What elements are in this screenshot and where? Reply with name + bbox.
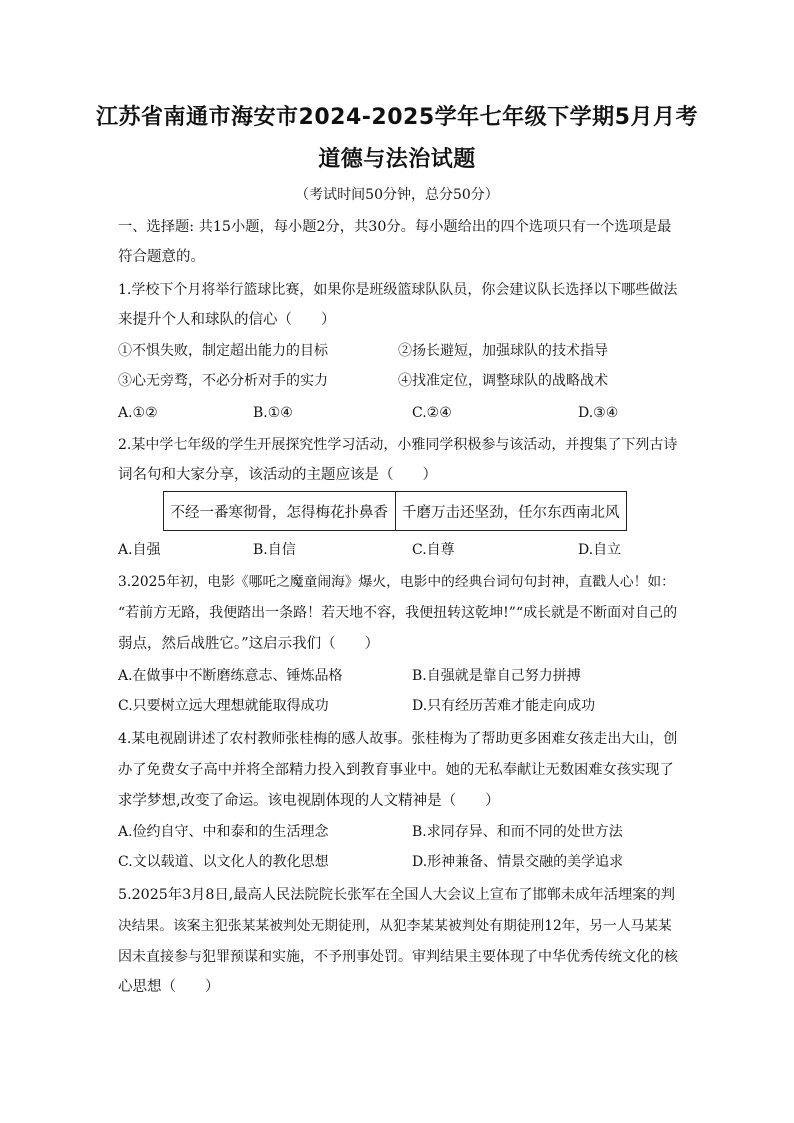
q1-stem-line2: 来提升个人和球队的信心（ ） [118, 312, 336, 328]
q1-option-c: C.②④ [412, 405, 452, 421]
q1-option-d: D.③④ [578, 405, 619, 421]
q2-option-c: C.自尊 [412, 542, 455, 558]
q3-option-a: A.在做事中不断磨练意志、锤炼品格 [118, 668, 343, 684]
q4-stem-line3: 求学梦想,改变了命运。该电视剧体现的人文精神是（ ） [118, 793, 500, 809]
q2-quote-table [163, 491, 627, 531]
q3-option-b: B.自强就是靠自己努力拼搏 [412, 668, 581, 684]
q2-stem-line1: 2.某中学七年级的学生开展探究性学习活动，小雅同学积极参与该活动，并搜集了下列古诗 [118, 437, 678, 453]
q1-statement-3: ③心无旁骛，不必分析对手的实力 [118, 373, 328, 389]
q4-stem-line1: 4.某电视剧讲述了农村教师张桂梅的感人故事。张桂梅为了帮助更多困难女孩走出大山，创 [118, 731, 678, 747]
section-instruction-line1: 一、选择题: 共15小题，每小题2分，共30分。每小题给出的四个选项只有一个选项是最 [118, 219, 672, 235]
q1-statement-1: ①不惧失败，制定超出能力的目标 [118, 343, 328, 359]
q1-statement-4: ④找准定位，调整球队的战略战术 [398, 373, 608, 389]
q4-option-d: D.形神兼备、情景交融的美学追求 [412, 854, 624, 870]
exam-subtitle: （考试时间50分钟，总分50分） [295, 187, 499, 203]
q5-stem-line1: 5.2025年3月8日,最高人民法院院长张军在全国人大会议上宣布了邯郸未成年活埋案的判 [118, 887, 676, 903]
q3-stem-line1: 3.2025年初，电影《哪吒之魔童闹海》爆火，电影中的经典台词句句封神，直戳人心！如： [118, 574, 675, 590]
q3-option-d: D.只有经历苦难才能走向成功 [412, 698, 596, 714]
q3-stem-line3: 弱点，然后战胜它。”这启示我们（ ） [118, 636, 380, 652]
q2-quote-1: 不经一番寒彻骨，怎得梅花扑鼻香 [170, 504, 388, 521]
q2-option-b: B.自信 [253, 542, 296, 558]
q2-stem-line2: 词名句和大家分享，该活动的主题应该是（ ） [118, 467, 437, 483]
q2-quote-2: 千磨万击还坚劲，任尔东西南北风 [395, 492, 627, 530]
q4-option-b: B.求同存异、和而不同的处世方法 [412, 824, 623, 840]
q4-option-c: C.文以载道、以文化人的教化思想 [118, 854, 329, 870]
q2-option-d: D.自立 [578, 542, 622, 558]
q1-statement-2: ②扬长避短，加强球队的技术指导 [398, 343, 608, 359]
section-instruction-line2: 符合题意的。 [118, 249, 205, 265]
q5-stem-line3: 因未直接参与犯罪预谋和实施，不予刑事处罚。审判结果主要体现了中华优秀传统文化的核 [118, 949, 678, 965]
q1-option-b: B.①④ [253, 405, 293, 421]
q5-stem-line2: 决结果。该案主犯张某某被判处无期徒刑，从犯李某某被判处有期徒刑12年，另一人马某某 [118, 918, 672, 934]
q3-stem-line2: “若前方无路，我便踏出一条路！若天地不容，我便扭转这乾坤!”“成长就是不断面对自己的 [118, 605, 678, 621]
exam-title-line2: 道德与法治试题 [318, 147, 476, 172]
q3-option-c: C.只要树立远大理想就能取得成功 [118, 698, 329, 714]
q1-option-a: A.①② [118, 405, 158, 421]
q2-option-a: A.自强 [118, 542, 161, 558]
exam-title-line1: 江苏省南通市海安市2024-2025学年七年级下学期5月月考 [96, 105, 698, 130]
q4-stem-line2: 办了免费女子高中并将全部精力投入到教育事业中。她的无私奉献让无数困难女孩实现了 [118, 762, 674, 778]
q1-stem-line1: 1.学校下个月将举行篮球比赛，如果你是班级篮球队队员，你会建议队长选择以下哪些做法 [118, 282, 678, 298]
q5-stem-line4: 心思想（ ） [118, 979, 220, 995]
q4-option-a: A.俭约自守、中和泰和的生活理念 [118, 824, 329, 840]
